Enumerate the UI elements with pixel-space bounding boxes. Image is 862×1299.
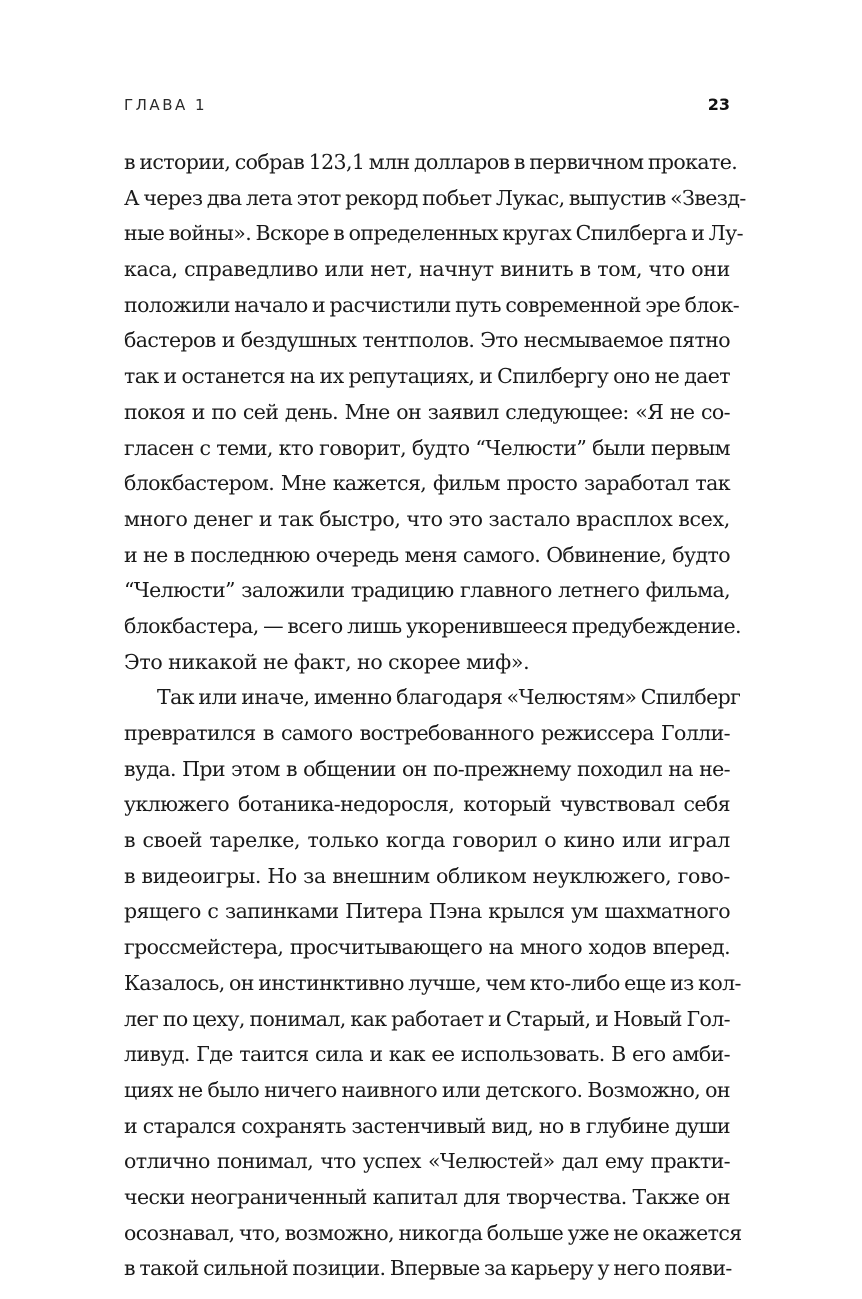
text-line: А через два лета этот рекорд побьет Лукас, выпустив «Звезд-	[124, 185, 746, 210]
text-line: чески неограниченный капитал для творчества. Также он	[124, 1184, 730, 1209]
text-line: лег по цеху, понимал, как работает и Старый, и Новый Гол-	[124, 1006, 730, 1031]
text-line: Казалось, он инстинктивно лучше, чем кто-либо еще из кол-	[124, 970, 741, 995]
text-line: блокбастером. Мне кажется, фильм просто заработал так	[124, 471, 730, 496]
text-line: Так или иначе, именно благодаря «Челюстям» Спилберг	[157, 685, 741, 710]
paragraph-2	[124, 680, 742, 1287]
body-text	[124, 145, 746, 1287]
text-line: Это никакой не факт, но скорее миф».	[124, 649, 530, 674]
page-number: 23	[707, 95, 730, 114]
text-line: в видеоигры. Но за внешним обликом неуклюжего, гово-	[124, 863, 730, 888]
text-line: уклюжего ботаника-недоросля, который чувствовал себя	[124, 792, 730, 817]
text-line: и не в последнюю очередь меня самого. Обвинение, будто	[124, 542, 730, 567]
text-line: положили начало и расчистили путь современной эре блок-	[124, 292, 740, 317]
text-line: в своей тарелке, только когда говорил о кино или играл	[124, 828, 730, 853]
text-line: вуда. При этом в общении он по-прежнему походил на не-	[124, 756, 730, 781]
text-line: рящего с запинками Питера Пэна крылся ум шахматного	[124, 899, 730, 924]
text-line: ливуд. Где таится сила и как ее использовать. В его амби-	[124, 1042, 730, 1067]
text-line: в такой сильной позиции. Впервые за карьеру у него появи-	[124, 1256, 732, 1281]
text-line: бастеров и бездушных тентполов. Это несмываемое пятно	[124, 328, 730, 353]
text-line: превратился в самого востребованного режиссера Голли-	[124, 721, 730, 745]
text-line: покоя и по сей день. Мне он заявил следующее: «Я не со-	[124, 399, 730, 424]
text-line: осознавал, что, возможно, никогда больше уже не окажется	[124, 1220, 742, 1245]
running-head	[124, 96, 730, 120]
text-line: отлично понимал, что успех «Челюстей» дал ему практи-	[124, 1149, 730, 1174]
chapter-title: ГЛАВА 1	[124, 96, 208, 114]
text-line: и старался сохранять застенчивый вид, но в глубине души	[124, 1113, 730, 1138]
text-line: “Челюсти” заложили традицию главного летнего фильма,	[124, 578, 730, 603]
text-line: так и останется на их репутациях, и Спилбергу оно не дает	[124, 364, 730, 389]
text-line: гроссмейстера, просчитывающего на много ходов вперед.	[124, 935, 730, 960]
text-line: гласен с теми, кто говорит, будто “Челюсти” были первым	[124, 435, 730, 460]
text-line: много денег и так быстро, что это застало врасплох всех,	[124, 506, 730, 531]
text-line: блокбастера, — всего лишь укоренившееся предубеждение.	[124, 613, 741, 638]
paragraph-1	[124, 145, 746, 680]
text-line: в истории, собрав 123,1 млн долларов в первичном прокате.	[124, 150, 738, 174]
text-line: циях не было ничего наивного или детского. Возможно, он	[124, 1077, 730, 1102]
text-line: ные войны». Вскоре в определенных кругах Спилберга и Лу-	[124, 221, 743, 246]
text-line: каса, справедливо или нет, начнут винить в том, что они	[124, 257, 730, 282]
